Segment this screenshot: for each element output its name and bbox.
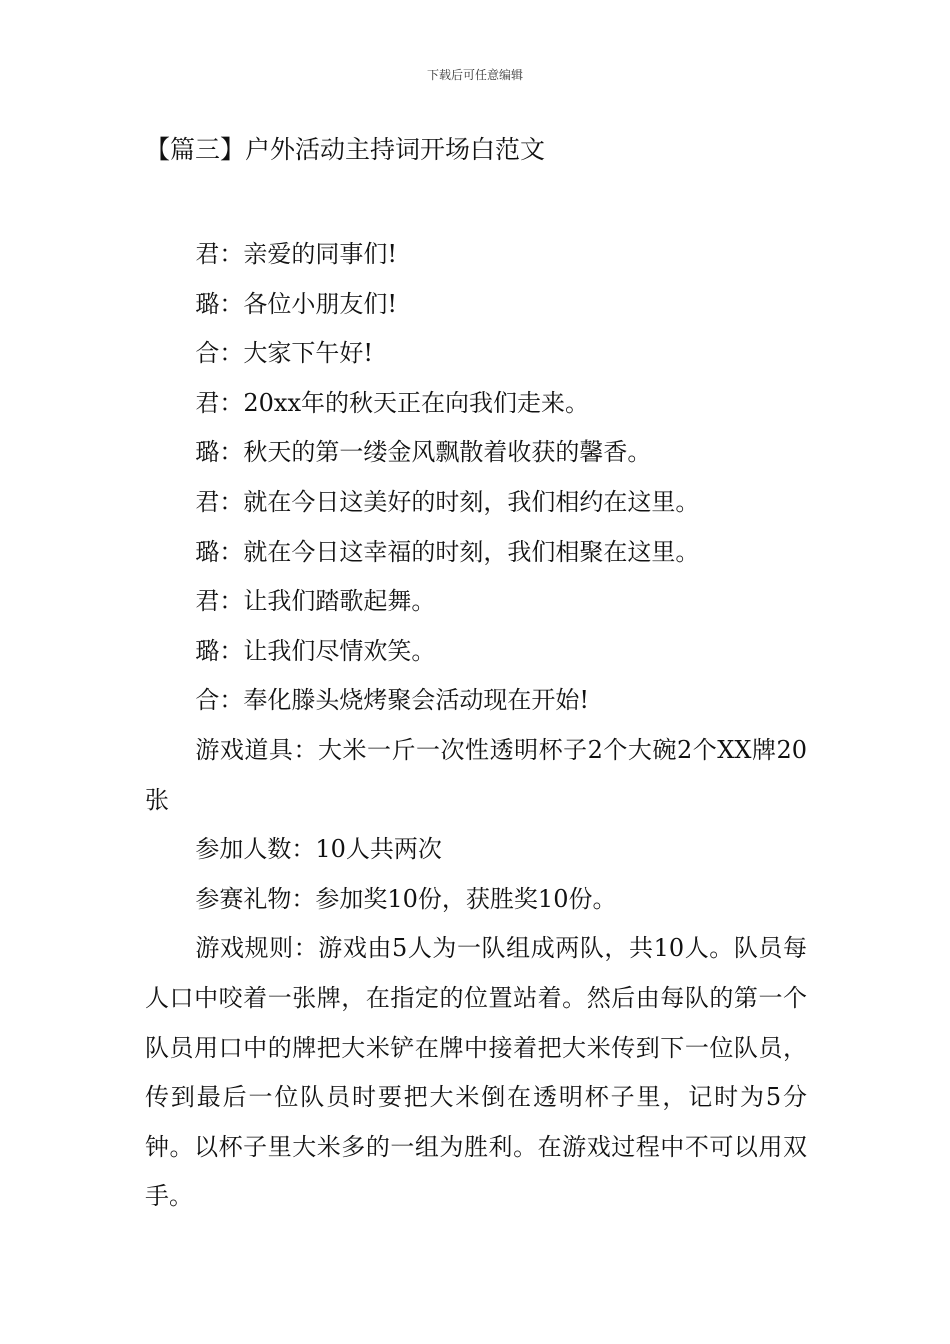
paragraph-3: 合：大家下午好! (195, 339, 374, 368)
document-body (145, 230, 807, 1222)
paragraph-participants: 参加人数：10人共两次 (195, 835, 442, 864)
paragraph-game-rules: 游戏规则：游戏由5人为一队组成两队，共10人。队员每人口中咬着一张牌，在指定的位置站着。然后由每队的第一个队员用口中的牌把大米铲在牌中接着把大米传到下一位队员，传到最后一位队员时要把大米倒在透明杯子里，记时为5分钟。以杯子里大米多的一组为胜利。在游戏过程中不可以用双手。 (145, 934, 807, 1211)
paragraph-2: 璐：各位小朋友们! (195, 289, 398, 318)
paragraph-5: 璐：秋天的第一缕金风飘散着收获的馨香。 (195, 438, 652, 467)
paragraph-1: 君：亲爱的同事们! (195, 240, 398, 268)
paragraph-7: 璐：就在今日这幸福的时刻，我们相聚在这里。 (195, 537, 700, 566)
paragraph-10: 合：奉化滕头烧烤聚会活动现在开始! (195, 686, 590, 715)
paragraph-game-props: 游戏道具：大米一斤一次性透明杯子2个大碗2个XX牌20张 (145, 735, 807, 814)
paragraph-prizes: 参赛礼物：参加奖10份，获胜奖10份。 (195, 884, 617, 913)
paragraph-4: 君：20xx年的秋天正在向我们走来。 (195, 388, 589, 417)
document-title: 【篇三】户外活动主持词开场白范文 (145, 135, 546, 164)
page-header-note: 下载后可任意编辑 (426, 68, 523, 82)
paragraph-9: 璐：让我们尽情欢笑。 (195, 636, 436, 665)
paragraph-6: 君：就在今日这美好的时刻，我们相约在这里。 (195, 487, 700, 516)
paragraph-8: 君：让我们踏歌起舞。 (195, 587, 436, 616)
